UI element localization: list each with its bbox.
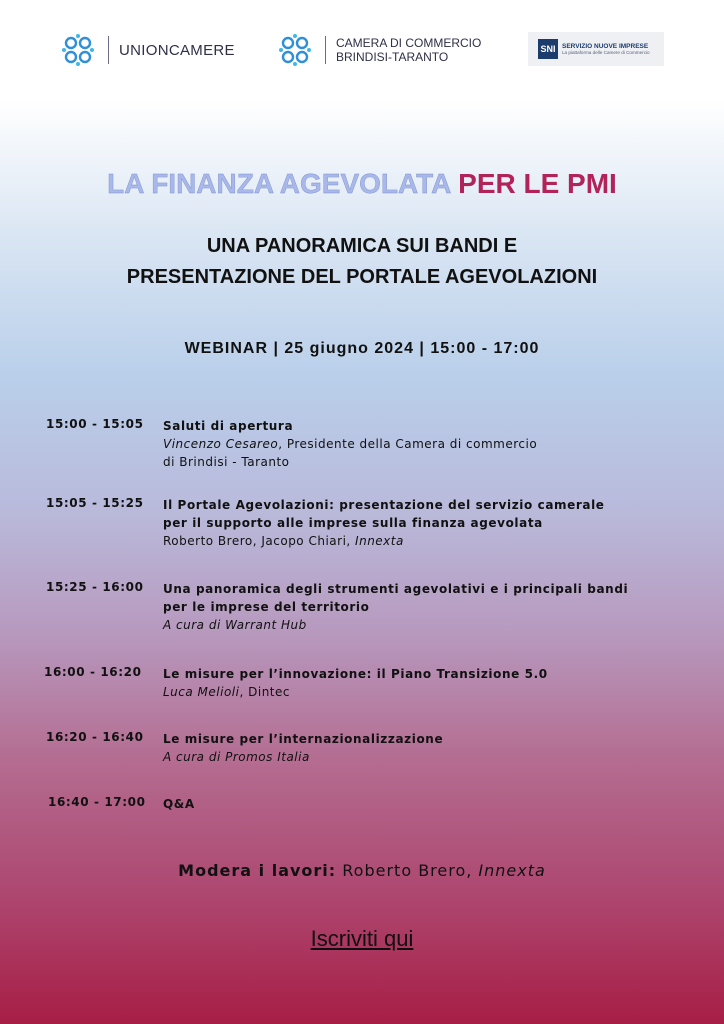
agenda-content [163,730,683,766]
camera-name-line1: CAMERA DI COMMERCIO [336,36,482,50]
agenda-content [163,665,683,701]
logo-header [0,0,724,100]
sni-title: SERVIZIO NUOVE IMPRESE [562,43,649,50]
agenda-speaker [163,435,683,453]
agenda-speaker: A cura di Promos Italia [163,750,310,764]
speaker-name: Vincenzo Cesareo [163,437,279,451]
moderator-line [0,861,724,880]
speaker-name: Luca Melioli [163,685,240,699]
sni-subtitle: La piattaforma delle Camere di Commercio [562,50,650,55]
speaker-org: Innexta [355,534,404,548]
sni-text [562,43,650,55]
agenda-title-line1: Il Portale Agevolazioni: presentazione del servizio camerale [163,498,605,512]
register-section [0,926,724,952]
agenda-content [163,496,683,550]
camera-name-line2: BRINDISI-TARANTO [336,50,449,64]
speaker-role: , Presidente della Camera di commercio [278,437,538,451]
register-link[interactable]: Iscriviti qui [310,926,414,951]
agenda-title-line1: Una panoramica degli strumenti agevolativi e i principali bandi [163,582,629,596]
title-part-2: PER LE PMI [458,168,617,199]
agenda-title-line2: per il supporto alle imprese sulla finanza agevolata [163,516,543,530]
camera-commercio-name [336,36,481,64]
speaker-names: Roberto Brero, Jacopo Chiari, [163,534,356,548]
agenda-speaker [163,532,683,550]
agenda-title-line2: per le imprese del territorio [163,600,370,614]
agenda-time: 15:05 - 15:25 [46,496,144,510]
agenda-time: 15:00 - 15:05 [46,417,144,431]
agenda-content [163,417,683,471]
subtitle-line-1: UNA PANORAMICA SUI BANDI E [206,235,518,257]
camera-commercio-logo [277,32,481,68]
agenda-time: 16:40 - 17:00 [48,795,146,809]
sni-mark-icon: SNI [538,39,558,59]
title-part-1: LA FINANZA AGEVOLATA [107,168,459,199]
logo-divider [325,36,326,64]
speaker-role-line2: di Brindisi - Taranto [163,455,290,469]
moderator-label: Modera i lavori: [178,861,337,880]
agenda-speaker: A cura di Warrant Hub [163,618,307,632]
logo-divider [108,36,109,64]
event-subtitle [0,231,724,293]
agenda-time: 15:25 - 16:00 [46,580,144,594]
unioncamere-name: UNIONCAMERE [119,41,235,59]
camera-commercio-mark-icon [277,32,313,68]
agenda-title: Le misure per l’innovazione: il Piano Transizione 5.0 [163,667,548,681]
agenda-speaker [163,683,683,701]
agenda-time: 16:00 - 16:20 [44,665,142,679]
sni-logo [528,32,664,66]
unioncamere-mark-icon [60,32,96,68]
moderator-name: Roberto Brero, [336,861,479,880]
event-title [0,168,724,200]
moderator-org: Innexta [478,861,546,880]
agenda-time: 16:20 - 16:40 [46,730,144,744]
webinar-date-time: WEBINAR | 25 giugno 2024 | 15:00 - 17:00 [184,340,540,357]
agenda-content [163,795,683,813]
speaker-org: , Dintec [239,685,290,699]
unioncamere-logo [60,32,235,68]
subtitle-line-2: PRESENTAZIONE DEL PORTALE AGEVOLAZIONI [126,266,598,288]
agenda-content [163,580,703,634]
agenda-title: Le misure per l’internazionalizzazione [163,732,444,746]
agenda-title: Saluti di apertura [163,419,294,433]
agenda-title: Q&A [163,797,195,811]
